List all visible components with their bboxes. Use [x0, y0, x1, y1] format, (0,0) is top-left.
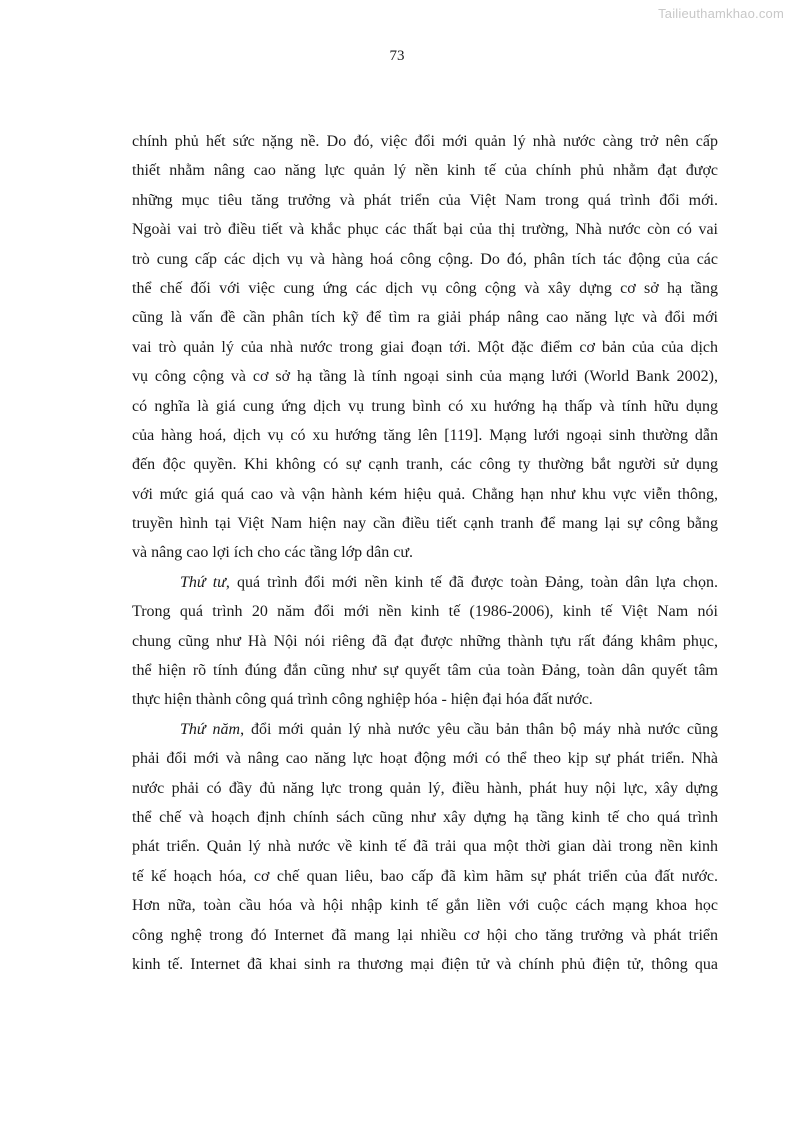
text-line: cũng là vấn đề cần phân tích kỹ để tìm ra giải pháp nâng cao năng lực và đổi mới — [132, 309, 718, 327]
watermark: Tailieuthamkhao.com — [658, 6, 784, 21]
text-line: thể chế và hoạch định chính sách cũng như xây dựng hạ tầng kinh tế cho quá trình — [132, 808, 718, 826]
text-line: kinh tế. Internet đã khai sinh ra thương mại điện tử và chính phủ điện tử, thông qua — [132, 955, 718, 973]
text-line: thể hiện rõ tính đúng đắn cũng như sự quyết tâm của toàn Đảng, toàn dân quyết tâm — [132, 662, 718, 680]
text-line: vai trò quản lý của nhà nước trong giai đoạn tới. Một đặc điểm cơ bản của của dịch — [132, 338, 718, 356]
text-line: Ngoài vai trò điều tiết và khắc phục các thất bại của thị trường, Nhà nước còn có vai — [132, 221, 718, 239]
text-line: có nghĩa là giá cung ứng dịch vụ trung bình có xu hướng hạ thấp và tính hữu dụng — [132, 397, 718, 415]
body-text — [132, 127, 718, 979]
text-line: thể chế đối với việc cung ứng các dịch vụ công cộng và xây dựng cơ sở hạ tầng — [132, 279, 718, 297]
text-line: chính phủ hết sức nặng nề. Do đó, việc đổi mới quản lý nhà nước càng trở nên cấp — [132, 133, 718, 150]
text-line: và nâng cao lợi ích cho các tầng lớp dân cư. — [132, 544, 414, 562]
text-line: thiết nhằm nâng cao năng lực quản lý nền kinh tế của chính phủ nhằm đạt được — [132, 162, 718, 180]
text-line: đến độc quyền. Khi không có sự cạnh tranh, các công ty thường bắt người sử dụng — [132, 456, 718, 474]
text-line: những mục tiêu tăng trưởng và phát triển của Việt Nam trong quá trình đổi mới. — [132, 191, 718, 209]
text-fragment: quá trình đổi mới nền kinh tế đã được toàn Đảng, toàn dân lựa chọn. — [236, 573, 718, 591]
text-line: vụ công cộng và cơ sở hạ tầng là tính ngoại sinh của mạng lưới (World Bank 2002), — [132, 368, 718, 386]
text-line: phải đổi mới và nâng cao năng lực hoạt động mới có thể theo kịp sự phát triển. Nhà — [132, 750, 718, 768]
text-line: tế kế hoạch hóa, cơ chế quan liêu, bao cấp đã kìm hãm sự phát triển của đất nước. — [132, 867, 718, 885]
paragraph-start-thu-nam: Thứ năm, đổi mới quản lý nhà nước yêu cầu bản thân bộ máy nhà nước cũng — [180, 720, 718, 738]
text-line: của hàng hoá, dịch vụ có xu hướng tăng lên [119]. Mạng lưới ngoại sinh thường dẫn — [132, 426, 718, 444]
text-line: Hơn nữa, toàn cầu hóa và hội nhập kinh tế gắn liền với cuộc cách mạng khoa học — [132, 897, 718, 915]
heading-thu-tu: Thứ tư — [180, 573, 226, 591]
text-line: phát triển. Quản lý nhà nước về kinh tế đã trải qua một thời gian dài trong nền kinh — [132, 838, 718, 856]
text-line: nước phải có đầy đủ năng lực trong quản lý, điều hành, phát huy nội lực, xây dựng — [132, 779, 718, 797]
page-number: 73 — [389, 48, 405, 64]
heading-thu-nam: Thứ năm — [180, 720, 241, 738]
text-line: thực hiện thành công quá trình công nghiệp hóa - hiện đại hóa đất nước. — [132, 691, 593, 709]
text-line: công nghệ trong đó Internet đã mang lại nhiều cơ hội cho tăng trưởng và phát triển — [132, 926, 718, 944]
text-fragment: đổi mới quản lý nhà nước yêu cầu bản thân bộ máy nhà nước cũng — [250, 720, 718, 738]
text-line: chung cũng như Hà Nội nói riêng đã đạt được những thành tựu rất đáng khâm phục, — [132, 632, 718, 650]
paragraph-start-thu-tu: Thứ tư, quá trình đổi mới nền kinh tế đã được toàn Đảng, toàn dân lựa chọn. — [180, 573, 718, 591]
text-line: trò cung cấp các dịch vụ và hàng hoá công cộng. Do đó, phân tích tác động của các — [132, 250, 718, 268]
text-line: Trong quá trình 20 năm đổi mới nền kinh tế (1986-2006), kinh tế Việt Nam nói — [132, 603, 718, 621]
text-line: với mức giá quá cao và vận hành kém hiệu quả. Chẳng hạn như khu vực viễn thông, — [132, 485, 718, 503]
text-line: truyền hình tại Việt Nam hiện nay cần điều tiết cạnh tranh để mang lại sự công bằng — [132, 515, 718, 533]
